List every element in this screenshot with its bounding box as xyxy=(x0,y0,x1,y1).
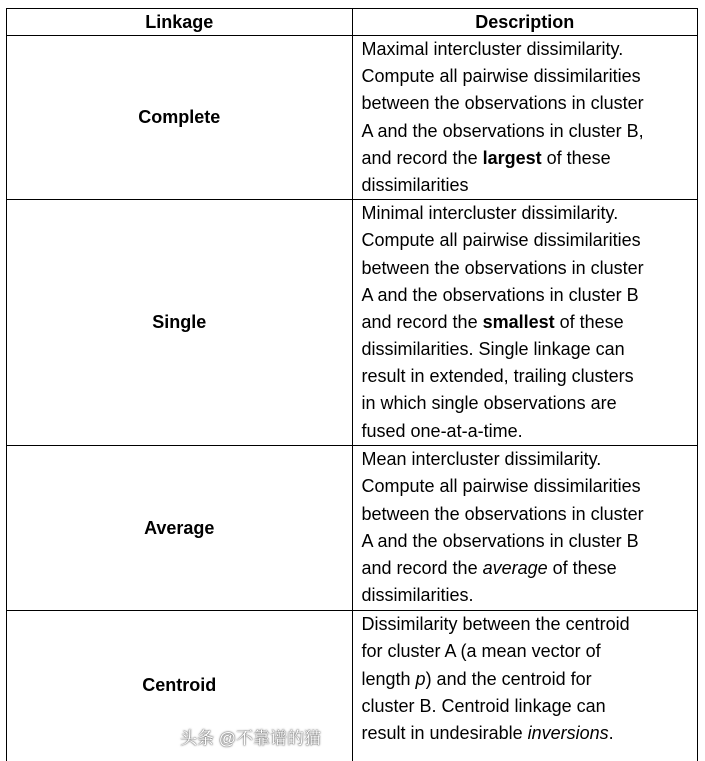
text-segment: A and the observations in cluster B, xyxy=(361,120,644,141)
text-segment: cluster B. Centroid linkage can xyxy=(361,695,606,716)
text-segment: dissimilarities. Single linkage can xyxy=(361,339,625,360)
linkage-name: Complete xyxy=(7,36,353,200)
text-segment: Compute all pairwise dissimilarities xyxy=(361,230,641,251)
text-segment: between the observations in cluster xyxy=(361,93,644,114)
description-line xyxy=(362,145,698,172)
text-segment: for cluster A (a mean vector of xyxy=(361,641,601,662)
table-row xyxy=(7,446,698,611)
description-line xyxy=(362,336,698,363)
description-line xyxy=(362,172,698,199)
linkage-name: Average xyxy=(7,446,353,611)
text-segment: and record the xyxy=(361,311,483,332)
description-line xyxy=(362,36,698,63)
linkage-name: Single xyxy=(7,200,353,446)
text-segment: of these xyxy=(541,147,611,168)
text-segment: . xyxy=(608,722,614,743)
text-segment: between the observations in cluster xyxy=(361,503,644,524)
description-line xyxy=(362,227,698,254)
description-line xyxy=(362,693,698,720)
description-line xyxy=(362,255,698,282)
text-segment: ) and the centroid for xyxy=(425,668,592,689)
text-segment: Minimal intercluster dissimilarity. xyxy=(361,203,619,224)
table-row xyxy=(7,611,698,761)
emphasized-text: p xyxy=(415,668,426,689)
description-line xyxy=(362,390,698,417)
watermark: 头条 @不靠谱的猫 xyxy=(180,729,321,748)
description-line xyxy=(362,363,698,390)
linkage-description xyxy=(352,611,698,761)
emphasized-text: inversions xyxy=(527,722,609,743)
text-segment: length xyxy=(361,668,416,689)
description-line xyxy=(362,90,698,117)
linkage-description xyxy=(352,200,698,446)
description-line xyxy=(362,446,698,473)
description-line xyxy=(362,309,698,336)
linkage-table xyxy=(6,8,698,761)
description-line xyxy=(362,63,698,90)
description-line xyxy=(362,501,698,528)
text-segment: result in extended, trailing clusters xyxy=(361,366,634,387)
linkage-description xyxy=(352,446,698,611)
text-segment: of these xyxy=(554,311,624,332)
linkage-description xyxy=(352,36,698,200)
table-row xyxy=(7,200,698,446)
description-line xyxy=(362,720,698,747)
text-segment: dissimilarities xyxy=(361,174,469,195)
description-line xyxy=(362,473,698,500)
text-segment: in which single observations are xyxy=(361,393,617,414)
text-segment: Maximal intercluster dissimilarity. xyxy=(361,39,624,59)
description-line xyxy=(362,666,698,693)
emphasized-text: smallest xyxy=(482,311,555,332)
description-line xyxy=(362,200,698,227)
text-segment: of these xyxy=(547,557,617,578)
emphasized-text: average xyxy=(482,557,548,578)
text-segment: Dissimilarity between the centroid xyxy=(361,614,630,635)
description-line xyxy=(362,611,698,638)
table-row xyxy=(7,36,698,200)
header-description: Description xyxy=(352,9,698,36)
text-segment: A and the observations in cluster B xyxy=(361,530,639,551)
text-segment: and record the xyxy=(361,557,483,578)
text-segment: Mean intercluster dissimilarity. xyxy=(361,449,602,470)
description-line xyxy=(362,118,698,145)
text-segment: Compute all pairwise dissimilarities xyxy=(361,66,641,87)
header-linkage: Linkage xyxy=(7,9,353,36)
description-line xyxy=(362,282,698,309)
text-segment: dissimilarities. xyxy=(361,585,474,606)
text-segment: result in undesirable xyxy=(361,722,528,743)
header-row xyxy=(7,9,698,36)
description-line xyxy=(362,528,698,555)
emphasized-text: largest xyxy=(482,147,542,168)
description-line xyxy=(362,638,698,665)
text-segment: A and the observations in cluster B xyxy=(361,284,639,305)
text-segment: and record the xyxy=(361,147,483,168)
description-line xyxy=(362,418,698,445)
text-segment: Compute all pairwise dissimilarities xyxy=(361,476,641,497)
text-segment: fused one-at-a-time. xyxy=(361,420,523,441)
text-segment: between the observations in cluster xyxy=(361,257,644,278)
description-line xyxy=(362,582,698,609)
description-line xyxy=(362,555,698,582)
linkage-name: Centroid xyxy=(7,611,353,761)
